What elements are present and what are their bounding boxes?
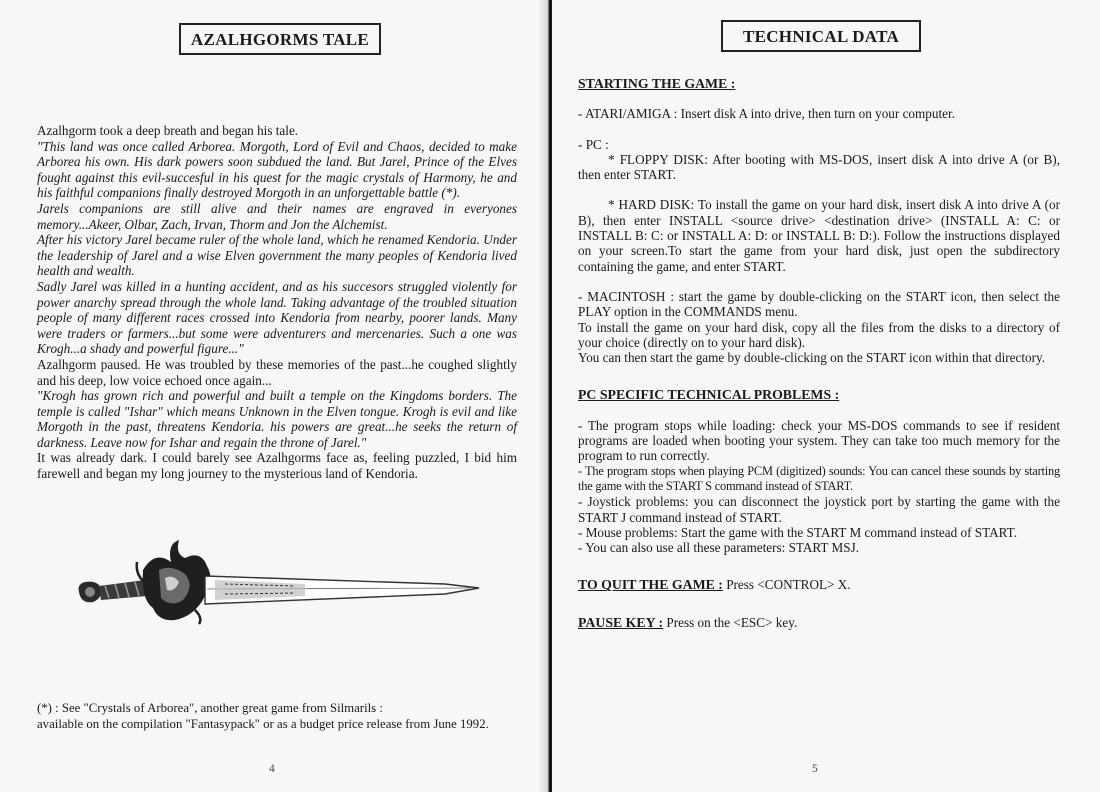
pc-label: - PC : xyxy=(578,136,609,152)
tale-paragraph-5: Sadly Jarel was killed in a hunting accident, and as his succesors struggled violently for power anarchy spread through the whole land. Taking advantage of the troubled situation people of many different races crossed into Kendoria from nearby, poorer lands. Many were traders or farmers...but some were adventurers and mercenaries. Such a one was Krogh...a shady and powerful figure..." xyxy=(37,278,517,357)
problem-mouse: - Mouse problems: Start the game with the START M command instead of START. xyxy=(578,524,1018,540)
tale-paragraph-8: It was already dark. I could barely see Azalhgorms face as, feeling puzzled, I bid him farewell and began my long journey to the mysterious land of Kendoria. xyxy=(37,450,517,482)
atari-amiga-instructions: - ATARI/AMIGA : Insert disk A into drive, then turn on your computer. xyxy=(578,106,955,122)
quit-game-heading: TO QUIT THE GAME : xyxy=(578,577,723,593)
tale-paragraph-6: Azalhgorm paused. He was troubled by these memories of the past...he coughed slightly and his deep, low voice echoed once again... xyxy=(37,356,517,388)
tale-paragraph-1: Azalhgorm took a deep breath and began his tale. xyxy=(37,123,299,138)
page-title-left: AZALHGORMS TALE xyxy=(179,23,381,55)
hard-disk-instructions: * HARD DISK: To install the game on your hard disk, insert disk A into drive A (or B), then enter INSTALL <source drive> <destination drive> (INSTALL A: C: or INSTALL B: C: or INSTALL A: D: or INSTALL B: D:). Follow the instructions displayed on your screen.To start the game from your hard disk, just open the subdirectory containing the game, and enter START. xyxy=(578,197,1060,274)
tale-text xyxy=(37,123,517,482)
footnote-line-2: available on the compilation "Fantasypack" or as a budget price release from June 1992. xyxy=(37,717,489,731)
problem-all-parameters: - You can also use all these parameters: START MSJ. xyxy=(578,540,860,556)
pause-key-heading: PAUSE KEY : xyxy=(578,614,664,630)
page-number-right: 5 xyxy=(812,763,818,775)
pause-key-text: Press on the <ESC> key. xyxy=(663,614,798,630)
macintosh-instructions-2: To install the game on your hard disk, copy all the files from the disks to a directory of your choice (directly on to your hard disk). xyxy=(578,319,1060,350)
sword-illustration xyxy=(75,540,485,625)
tale-paragraph-4: After his victory Jarel became ruler of the whole land, which he renamed Kendoria. Under the leadership of Jarel and a wise Elven government the many peoples of Kendoria lived health and wealth. xyxy=(37,232,517,279)
tale-paragraph-3: Jarels companions are still alive and their names are engraved in everyones memory...Akeer, Olbar, Zach, Irvan, Thorm and Jon the Alchemist. xyxy=(37,200,517,232)
problem-loading: - The program stops while loading: check your MS-DOS commands to see if resident programs are loaded when booting your system. They can take too much memory for the program to run correctly. xyxy=(578,417,1060,464)
macintosh-instructions-1: - MACINTOSH : start the game by double-clicking on the START icon, then select the PLAY option in the COMMANDS menu. xyxy=(578,288,1060,320)
page-title-right: TECHNICAL DATA xyxy=(721,20,921,52)
floppy-disk-instructions: * FLOPPY DISK: After booting with MS-DOS, insert disk A into drive A (or B), then enter START. xyxy=(578,151,1060,183)
problem-pcm-sounds: - The program stops when playing PCM (digitized) sounds: You can cancel these sounds by starting the game with the START S command instead of START. xyxy=(578,463,1060,493)
page-number-left: 4 xyxy=(269,763,275,775)
problem-joystick: - Joystick problems: you can disconnect the joystick port by starting the game with the START J command instead of START. xyxy=(578,494,1060,525)
tale-paragraph-2: "This land was once called Arborea. Morgoth, Lord of Evil and Chaos, decided to make Arborea his own. His dark powers soon subdued the land. But Jarel, Prince of the Elves fought against this evil-succesful in his quest for the magic crystals of Harmony, he and his faithful companions finally destroyed Morgoth in an unforgettable battle (*). xyxy=(37,138,517,201)
quit-game-text: Press <CONTROL> X. xyxy=(722,577,851,593)
pause-key-line xyxy=(578,615,1060,630)
footnote xyxy=(37,700,507,732)
starting-game-heading: STARTING THE GAME : xyxy=(578,76,736,91)
technical-data-content xyxy=(578,76,1060,630)
tale-paragraph-7: "Krogh has grown rich and powerful and built a temple on the Kingdoms borders. The temple is called "Ishar" which means Unknown in the Elven tongue. Krogh is evil and like Morgoth in the past, threatens Kendoria. his powers are great...he seeks the return of darkness. Leave now for Ishar and regain the throne of Jarel." xyxy=(37,388,517,450)
left-page xyxy=(0,0,548,792)
right-page xyxy=(552,0,1100,792)
pc-problems-heading: PC SPECIFIC TECHNICAL PROBLEMS : xyxy=(578,387,840,403)
quit-game-line xyxy=(578,577,1060,592)
macintosh-instructions-3: You can then start the game by double-clicking on the START icon within that directory. xyxy=(578,350,1046,366)
footnote-line-1: (*) : See "Crystals of Arborea", another great game from Silmarils : xyxy=(37,701,383,715)
